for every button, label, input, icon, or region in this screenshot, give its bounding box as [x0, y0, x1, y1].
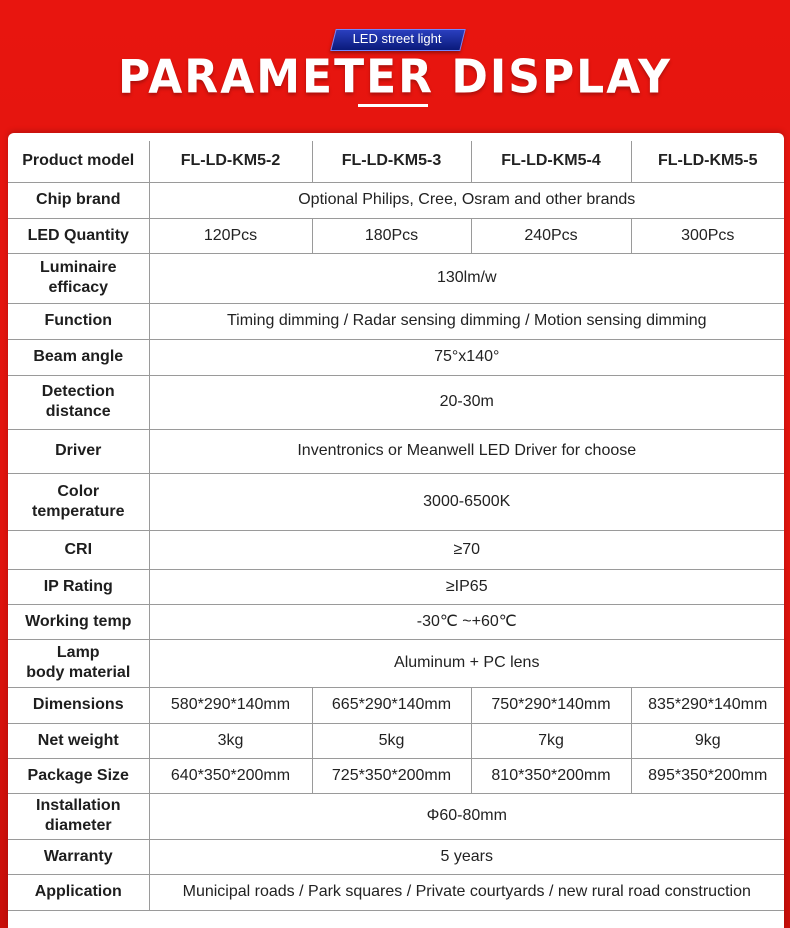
header-cell-product-model: Product model — [8, 141, 149, 182]
row-value: 5 years — [149, 839, 784, 874]
row-label — [8, 639, 149, 687]
row-value: 120Pcs — [149, 218, 312, 253]
header-cell-model: FL-LD-KM5-2 — [149, 141, 312, 182]
row-label: Net weight — [8, 723, 149, 758]
row-label: Application — [8, 874, 149, 910]
row-value: 300Pcs — [631, 218, 784, 253]
row-label: IP Rating — [8, 569, 149, 604]
row-label-line: Color — [57, 482, 100, 500]
table-row — [8, 758, 784, 793]
row-value: 725*350*200mm — [312, 758, 471, 793]
table-row — [8, 604, 784, 639]
row-value: 580*290*140mm — [149, 687, 312, 723]
table-row — [8, 253, 784, 303]
row-label-line: Installation — [36, 797, 121, 814]
row-label-line: body material — [26, 664, 131, 681]
table-row — [8, 723, 784, 758]
row-value: 5kg — [312, 723, 471, 758]
row-label — [8, 253, 149, 303]
table-header-row — [8, 141, 784, 182]
table-row — [8, 793, 784, 839]
row-value: 665*290*140mm — [312, 687, 471, 723]
row-value: 7kg — [471, 723, 631, 758]
row-value: 240Pcs — [471, 218, 631, 253]
header-cell-model: FL-LD-KM5-5 — [631, 141, 784, 182]
row-value: -30℃ ~+60℃ — [149, 604, 784, 639]
table-row — [8, 874, 784, 910]
row-label — [8, 375, 149, 429]
row-value: 20-30m — [149, 375, 784, 429]
row-label-line: efficacy — [48, 279, 109, 296]
table-row — [8, 429, 784, 473]
row-label: CRI — [8, 530, 149, 569]
row-value: 75°x140° — [149, 339, 784, 375]
row-label: Driver — [8, 429, 149, 473]
row-label-line: Detection — [41, 383, 115, 400]
table-row — [8, 339, 784, 375]
title-underline — [358, 104, 428, 107]
header-cell-model: FL-LD-KM5-3 — [312, 141, 471, 182]
row-value: Municipal roads / Park squares / Private courtyards / new rural road construction — [149, 874, 784, 910]
row-value: ≥IP65 — [149, 569, 784, 604]
table-row — [8, 218, 784, 253]
row-label-line: diameter — [44, 817, 112, 834]
row-label: Warranty — [8, 839, 149, 874]
table-row — [8, 473, 784, 530]
table-row — [8, 639, 784, 687]
row-label-line: temperature — [32, 502, 125, 520]
row-value: 835*290*140mm — [631, 687, 784, 723]
row-value: Aluminum + PC lens — [149, 639, 784, 687]
row-value: 130lm/w — [149, 253, 784, 303]
row-value: 3000-6500K — [149, 473, 784, 530]
table-row — [8, 839, 784, 874]
row-value: ≥70 — [149, 530, 784, 569]
table-row — [8, 182, 784, 218]
row-label: Chip brand — [8, 182, 149, 218]
row-value: 3kg — [149, 723, 312, 758]
category-badge-label: LED street light — [352, 31, 442, 46]
row-label-line: Luminaire — [40, 259, 117, 276]
page-title: PARAMETER DISPLAY — [118, 50, 672, 105]
row-value: 9kg — [631, 723, 784, 758]
table-row — [8, 303, 784, 339]
row-value: 750*290*140mm — [471, 687, 631, 723]
spec-card — [8, 133, 784, 928]
row-value: Optional Philips, Cree, Osram and other brands — [149, 182, 784, 218]
row-label: LED Quantity — [8, 218, 149, 253]
row-label: Dimensions — [8, 687, 149, 723]
table-row — [8, 569, 784, 604]
row-value: 640*350*200mm — [149, 758, 312, 793]
row-value: Timing dimming / Radar sensing dimming / Motion sensing dimming — [149, 303, 784, 339]
row-label-line: distance — [45, 403, 111, 420]
header-cell-model: FL-LD-KM5-4 — [471, 141, 631, 182]
row-label-line: Lamp — [56, 644, 100, 661]
row-value: Φ60-80mm — [149, 793, 784, 839]
row-label: Beam angle — [8, 339, 149, 375]
row-value: Inventronics or Meanwell LED Driver for choose — [149, 429, 784, 473]
spec-table — [8, 141, 784, 911]
row-label: Function — [8, 303, 149, 339]
row-label: Working temp — [8, 604, 149, 639]
row-label — [8, 473, 149, 530]
row-label: Package Size — [8, 758, 149, 793]
table-row — [8, 530, 784, 569]
table-row — [8, 687, 784, 723]
row-label — [8, 793, 149, 839]
page-header — [0, 0, 790, 140]
row-value: 810*350*200mm — [471, 758, 631, 793]
row-value: 895*350*200mm — [631, 758, 784, 793]
table-row — [8, 375, 784, 429]
row-value: 180Pcs — [312, 218, 471, 253]
